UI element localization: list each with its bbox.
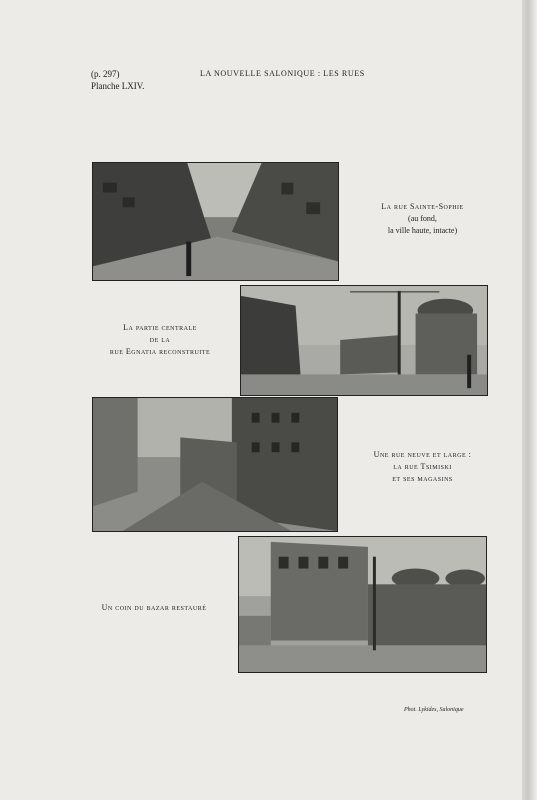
page-title: LA NOUVELLE SALONIQUE : LES RUES	[200, 69, 365, 78]
caption-line: rue Egnatia reconstruite	[109, 347, 211, 356]
caption-line: Un coin du bazar restauré	[101, 603, 207, 612]
caption-line: la ville haute, intacte)	[387, 226, 458, 235]
caption-rue-sainte-sophie	[355, 201, 490, 237]
photo-bazar	[238, 536, 487, 673]
caption-line: la rue Tsimiski	[393, 462, 452, 471]
photo-rue-egnatia	[240, 285, 488, 396]
page-reference	[91, 69, 144, 92]
caption-line: (au fond,	[408, 214, 437, 223]
caption-line: de la	[149, 335, 171, 344]
caption-line: La partie centrale	[123, 323, 197, 332]
caption-bazar	[86, 602, 222, 614]
caption-rue-tsimiski	[355, 449, 490, 485]
photo-rue-tsimiski	[92, 397, 338, 532]
caption-line: La rue Sainte-Sophie	[381, 202, 464, 211]
caption-rue-egnatia	[100, 322, 220, 358]
page-edge	[522, 0, 537, 800]
caption-line: et ses magasins	[392, 474, 453, 483]
plate-number: Planche LXIV.	[91, 80, 145, 91]
page-number: (p. 297)	[91, 69, 120, 79]
caption-line: Une rue neuve et large :	[373, 450, 472, 459]
photo-credit: Phot. Lykides, Salonique	[404, 707, 464, 713]
photo-rue-sainte-sophie	[92, 162, 339, 281]
